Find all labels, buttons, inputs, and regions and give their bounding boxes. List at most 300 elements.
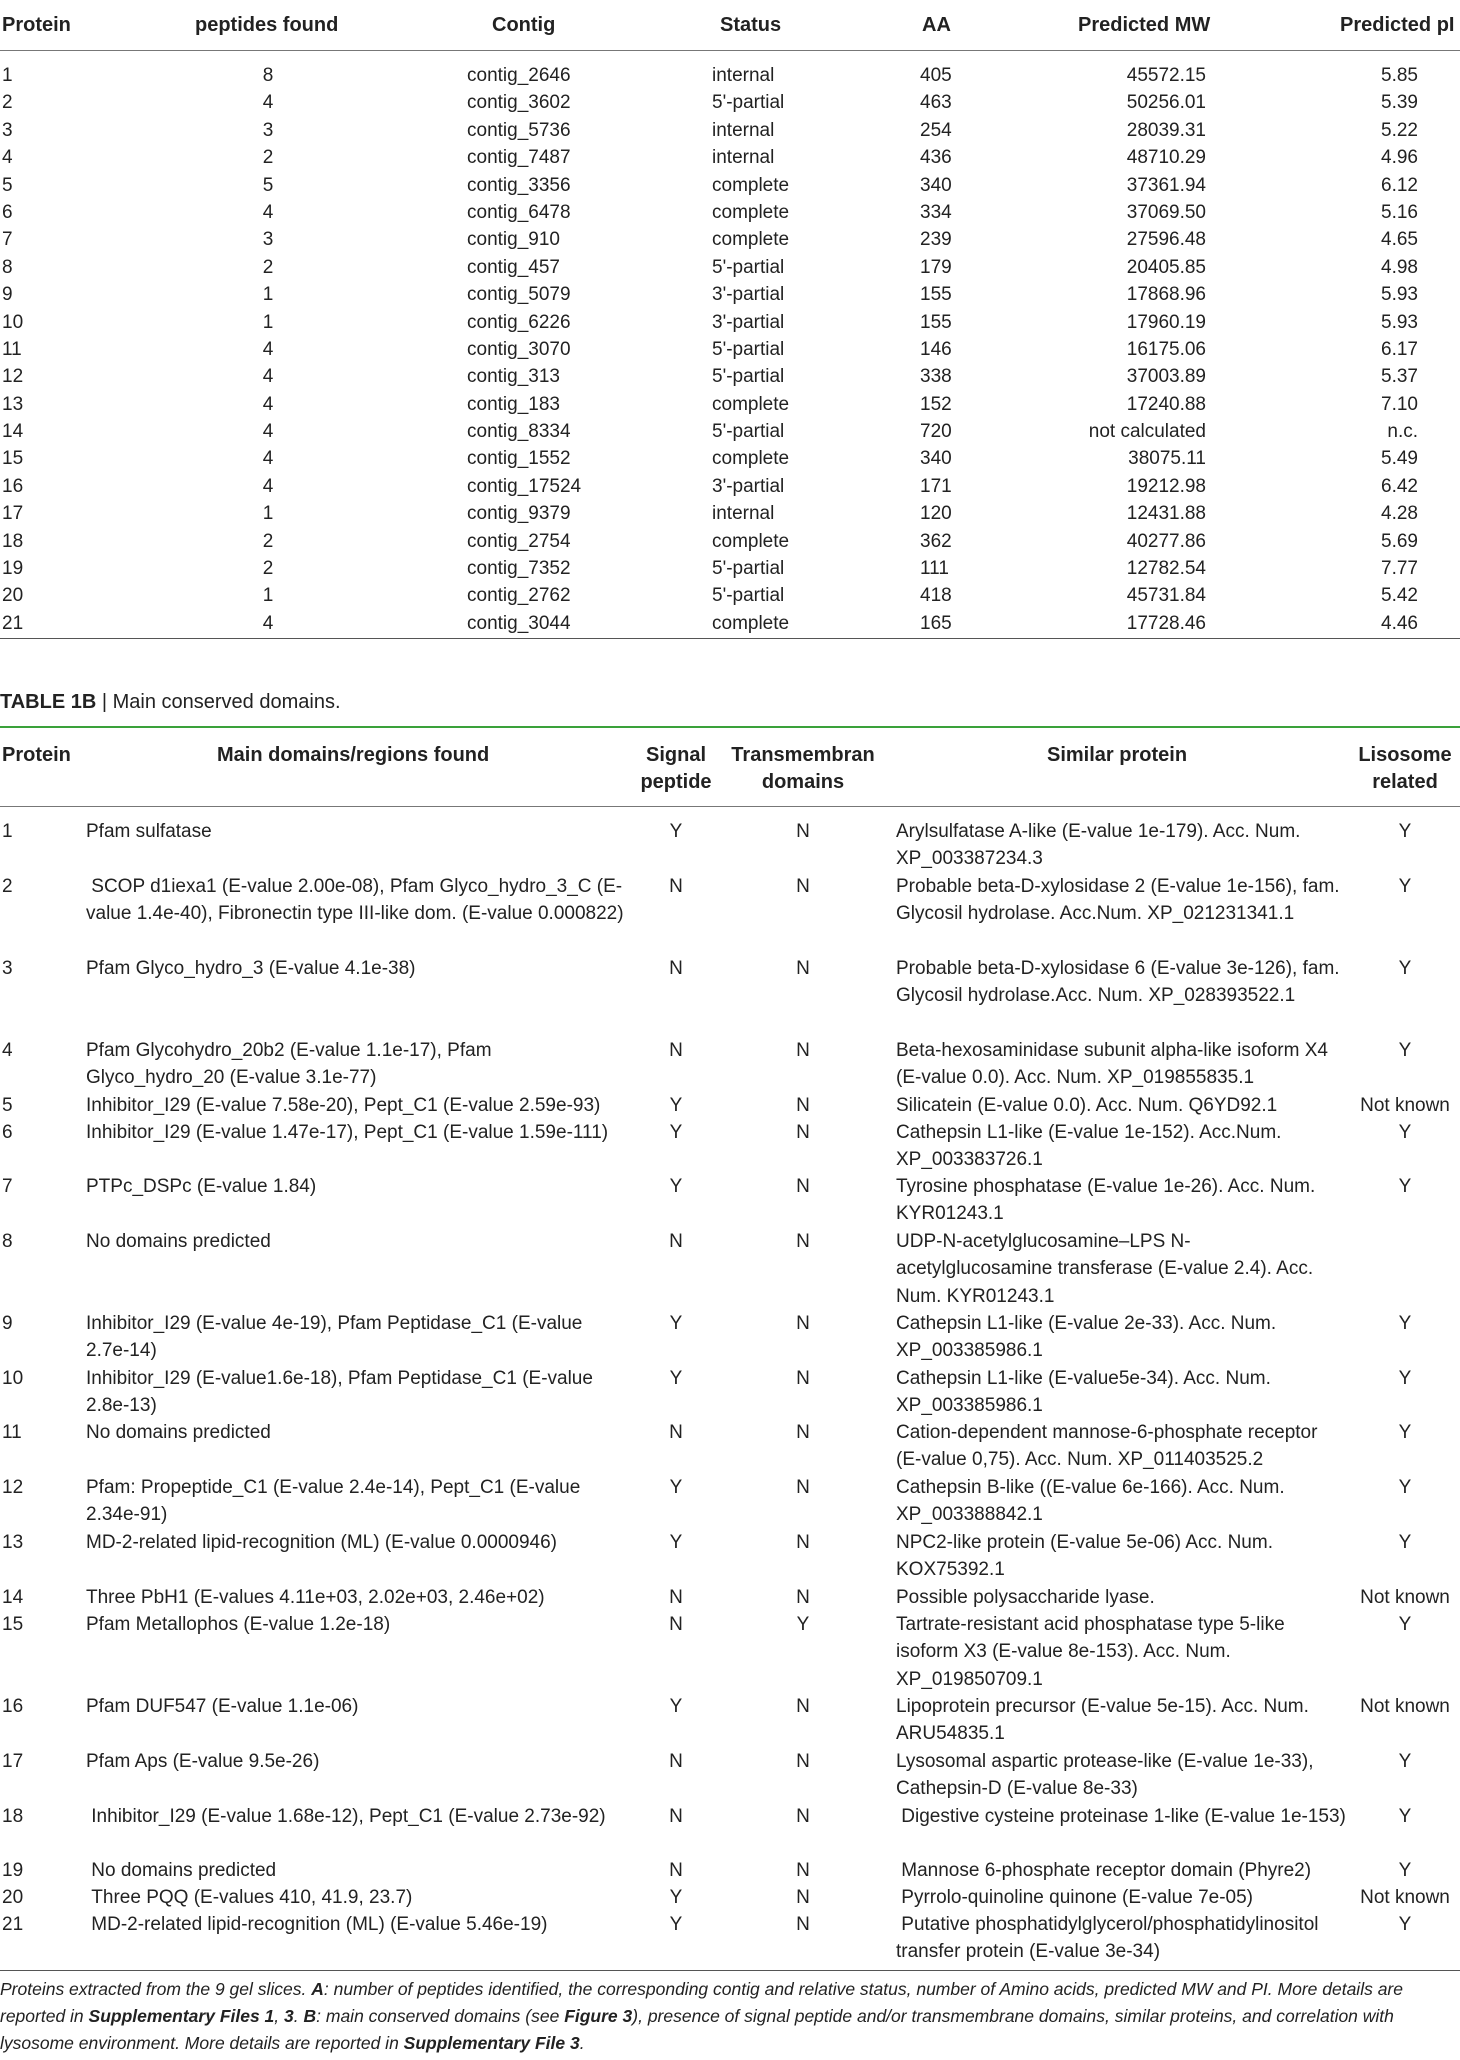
cell-peptides: 4 [262, 612, 274, 634]
cell-protein: 9 [2, 284, 13, 306]
table-b-header-rule [0, 806, 1460, 807]
cell-protein: 7 [2, 1176, 13, 1197]
cell-pi: 4.28 [1381, 503, 1418, 525]
cell-similar-protein: Cation-dependent mannose-6-phosphate receptor (E-value 0,75). Acc. Num. XP_011403525.2 [896, 1422, 1323, 1471]
cell-protein: 16 [2, 1696, 24, 1717]
col-header-protein-b: Protein [2, 744, 71, 766]
cell-transmembrane: N [796, 821, 810, 842]
cell-contig: contig_6226 [467, 311, 571, 333]
cell-signal-peptide: N [669, 1751, 683, 1772]
cell-status: 5'-partial [712, 256, 785, 278]
cell-transmembrane: N [796, 1806, 810, 1827]
cell-protein: 2 [2, 876, 13, 897]
cell-protein: 9 [2, 1313, 13, 1334]
cell-pi: 5.37 [1381, 366, 1418, 388]
table-a-row [0, 528, 1460, 555]
cell-aa: 155 [920, 311, 952, 333]
cell-domains: No domains predicted [86, 1860, 277, 1881]
cell-protein: 10 [2, 1368, 24, 1389]
cell-aa: 152 [920, 393, 952, 415]
cell-aa: 340 [920, 174, 952, 196]
cell-protein: 19 [2, 1860, 24, 1881]
cell-contig: contig_5079 [467, 284, 571, 306]
cell-pi: 5.85 [1381, 65, 1418, 86]
cell-domains: No domains predicted [86, 1231, 271, 1252]
cell-lysosome-related: Y [1398, 1532, 1412, 1553]
cell-transmembrane: N [796, 958, 810, 979]
cell-peptides: 1 [262, 284, 274, 306]
cell-signal-peptide: N [669, 1806, 683, 1827]
table-a-body [0, 62, 1460, 637]
cell-protein: 15 [2, 1614, 24, 1635]
cell-protein: 21 [2, 1914, 24, 1935]
table-b-label: TABLE 1B [0, 691, 97, 713]
cell-similar-protein: Tartrate-resistant acid phosphatase type 5-like isoform X3 (E-value 8e-153). Acc. Num. XP_019850709.1 [896, 1614, 1290, 1690]
cell-transmembrane: N [796, 1368, 810, 1389]
cell-protein: 18 [2, 1806, 24, 1827]
cell-contig: contig_313 [467, 366, 560, 388]
cell-aa: 405 [920, 65, 952, 86]
cell-transmembrane: N [796, 1095, 810, 1116]
cell-mw: 17728.46 [1126, 612, 1206, 634]
cell-mw: 48710.29 [1126, 147, 1206, 169]
cell-pi: 5.49 [1381, 448, 1418, 470]
footnote-supp-link[interactable]: 3 [284, 2006, 294, 2026]
footnote-text: : main conserved domains (see [316, 2006, 565, 2026]
cell-transmembrane: N [796, 1887, 810, 1908]
cell-peptides: 4 [262, 421, 274, 443]
cell-mw: 45572.15 [1126, 65, 1206, 86]
cell-contig: contig_8334 [467, 421, 571, 443]
cell-protein: 17 [2, 1751, 24, 1772]
cell-lysosome-related: Not known [1360, 1887, 1450, 1908]
cell-lysosome-related: Y [1398, 1122, 1412, 1143]
cell-protein: 12 [2, 366, 24, 388]
cell-protein: 19 [2, 558, 24, 580]
cell-similar-protein: Pyrrolo-quinoline quinone (E-value 7e-05) [896, 1887, 1253, 1908]
cell-mw: 27596.48 [1126, 229, 1206, 251]
cell-signal-peptide: Y [669, 1477, 683, 1498]
cell-lysosome-related: Y [1398, 1422, 1412, 1443]
cell-status: complete [712, 201, 790, 223]
cell-mw: 19212.98 [1126, 475, 1206, 497]
cell-mw: 45731.84 [1126, 585, 1206, 607]
cell-mw: 12782.54 [1126, 558, 1206, 580]
cell-signal-peptide: Y [669, 1313, 683, 1334]
cell-status: 5'-partial [712, 338, 785, 360]
cell-pi: 5.69 [1381, 530, 1418, 552]
cell-signal-peptide: N [669, 1860, 683, 1881]
cell-mw: 20405.85 [1126, 256, 1206, 278]
footnote-text: ), presence of signal peptide and/or transmembrane domains, similar proteins, and correlation with lysosome environment. More details are reported in [0, 2006, 1394, 2053]
cell-protein: 6 [2, 201, 13, 223]
table-b-bottom-rule [0, 1970, 1460, 1971]
col-header-status: Status [720, 14, 782, 36]
cell-protein: 13 [2, 393, 24, 415]
cell-similar-protein: Cathepsin L1-like (E-value 1e-152). Acc.Num. XP_003383726.1 [896, 1122, 1287, 1171]
cell-pi: 4.65 [1381, 229, 1418, 251]
cell-domains: Pfam Metallophos (E-value 1.2e-18) [86, 1614, 391, 1635]
cell-aa: 436 [920, 147, 952, 169]
cell-protein: 12 [2, 1477, 24, 1498]
col-header-aa: AA [922, 14, 951, 36]
cell-signal-peptide: Y [669, 1122, 683, 1143]
cell-peptides: 4 [262, 393, 274, 415]
cell-signal-peptide: N [669, 1040, 683, 1061]
cell-peptides: 1 [262, 585, 274, 607]
cell-peptides: 2 [262, 558, 274, 580]
table-a-row [0, 117, 1460, 144]
footnote-text: , [274, 2006, 285, 2026]
cell-domains: Inhibitor_I29 (E-value 4e-19), Pfam Peptidase_C1 (E-value 2.7e-14) [86, 1313, 588, 1362]
cell-mw: not calculated [1088, 421, 1206, 443]
cell-pi: 5.42 [1381, 585, 1418, 607]
cell-domains: SCOP d1iexa1 (E-value 2.00e-08), Pfam Glyco_hydro_3_C (E-value 1.4e-40), Fibronectin type III-like dom. (E-value 0.000822) [86, 876, 624, 925]
cell-peptides: 8 [262, 65, 274, 86]
cell-protein: 20 [2, 585, 24, 607]
table-b-caption-sep: | [96, 691, 113, 713]
cell-aa: 418 [920, 585, 952, 607]
footnote-supp-link[interactable]: Supplementary File 3 [403, 2033, 580, 2053]
cell-transmembrane: N [796, 1422, 810, 1443]
cell-contig: contig_2762 [467, 585, 571, 607]
cell-protein: 8 [2, 256, 13, 278]
cell-contig: contig_3356 [467, 174, 571, 196]
cell-contig: contig_1552 [467, 448, 571, 470]
cell-similar-protein: Cathepsin B-like ((E-value 6e-166). Acc. Num. XP_003388842.1 [896, 1477, 1290, 1526]
cell-mw: 40277.86 [1126, 530, 1206, 552]
cell-protein: 20 [2, 1887, 24, 1908]
table-a-row [0, 254, 1460, 281]
table-a-row [0, 610, 1460, 637]
cell-pi: 4.46 [1381, 612, 1418, 634]
cell-aa: 362 [920, 530, 952, 552]
cell-mw: 50256.01 [1126, 92, 1206, 114]
cell-peptides: 2 [262, 147, 274, 169]
cell-lysosome-related: Y [1398, 1914, 1412, 1935]
cell-lysosome-related: Not known [1360, 1095, 1450, 1116]
cell-similar-protein: Putative phosphatidylglycerol/phosphatidylinositol transfer protein (E-value 3e-34) [896, 1914, 1324, 1963]
col-header-signal-line1: Signal [645, 744, 706, 766]
cell-domains: Pfam DUF547 (E-value 1.1e-06) [86, 1696, 359, 1717]
table-a-row [0, 309, 1460, 336]
table-a-row [0, 500, 1460, 527]
cell-pi: 5.39 [1381, 92, 1418, 114]
col-header-similar: Similar protein [1047, 744, 1188, 766]
cell-protein: 5 [2, 1095, 13, 1116]
cell-peptides: 1 [262, 503, 274, 525]
cell-peptides: 4 [262, 448, 274, 470]
cell-similar-protein: UDP-N-acetylglucosamine–LPS N-acetylglucosamine transferase (E-value 2.4). Acc. Num. KYR01243.1 [896, 1231, 1319, 1307]
cell-aa: 165 [920, 612, 952, 634]
cell-aa: 239 [920, 229, 952, 251]
cell-domains: Pfam: Propeptide_C1 (E-value 2.4e-14), Pept_C1 (E-value 2.34e-91) [86, 1477, 586, 1526]
cell-aa: 334 [920, 201, 952, 223]
cell-protein: 17 [2, 503, 24, 525]
cell-protein: 15 [2, 448, 24, 470]
cell-domains: PTPc_DSPc (E-value 1.84) [86, 1176, 317, 1197]
cell-pi: 6.42 [1381, 475, 1418, 497]
cell-lysosome-related: Y [1398, 821, 1412, 842]
cell-status: 3'-partial [712, 475, 785, 497]
cell-similar-protein: Silicatein (E-value 0.0). Acc. Num. Q6YD92.1 [896, 1095, 1278, 1116]
table-a-row [0, 473, 1460, 500]
cell-protein: 11 [2, 338, 22, 360]
cell-similar-protein: Beta-hexosaminidase subunit alpha-like isoform X4 (E-value 0.0). Acc. Num. XP_019855835.1 [896, 1040, 1334, 1089]
cell-status: 5'-partial [712, 366, 785, 388]
cell-mw: 17868.96 [1126, 284, 1206, 306]
table-footnote [0, 1976, 1455, 2057]
cell-lysosome-related: Y [1398, 876, 1412, 897]
table-a-row [0, 582, 1460, 609]
cell-signal-peptide: Y [669, 821, 683, 842]
cell-signal-peptide: N [669, 958, 683, 979]
cell-peptides: 1 [262, 311, 274, 333]
table-a-header-rule [0, 50, 1460, 51]
cell-peptides: 4 [262, 201, 274, 223]
cell-contig: contig_17524 [467, 475, 582, 497]
cell-lysosome-related: Y [1398, 1751, 1412, 1772]
cell-lysosome-related: Not known [1360, 1696, 1450, 1717]
cell-domains: MD-2-related lipid-recognition (ML) (E-value 0.0000946) [86, 1532, 557, 1553]
cell-similar-protein: Cathepsin L1-like (E-value5e-34). Acc. Num. XP_003385986.1 [896, 1368, 1277, 1417]
cell-lysosome-related: Y [1398, 1368, 1412, 1389]
cell-protein: 11 [2, 1422, 22, 1443]
cell-mw: 37361.94 [1126, 174, 1206, 196]
cell-domains: Pfam Glyco_hydro_3 (E-value 4.1e-38) [86, 958, 416, 979]
col-header-tm-line2: domains [761, 771, 845, 793]
cell-aa: 720 [920, 421, 952, 443]
cell-protein: 14 [2, 421, 24, 443]
cell-protein: 5 [2, 174, 13, 196]
cell-domains: Inhibitor_I29 (E-value 1.47e-17), Pept_C1 (E-value 1.59e-111) [86, 1122, 609, 1143]
cell-protein: 10 [2, 311, 24, 333]
cell-aa: 340 [920, 448, 952, 470]
table-b-caption [0, 691, 341, 714]
cell-transmembrane: Y [796, 1614, 810, 1635]
cell-status: 3'-partial [712, 284, 785, 306]
cell-lysosome-related: Not known [1360, 1587, 1450, 1608]
cell-similar-protein: Mannose 6-phosphate receptor domain (Phyre2) [896, 1860, 1312, 1881]
cell-aa: 120 [920, 503, 952, 525]
col-header-signal-line2: peptide [640, 771, 712, 793]
col-header-lys-line1: Lisosome [1358, 744, 1452, 766]
cell-signal-peptide: N [669, 1614, 683, 1635]
cell-protein: 8 [2, 1231, 13, 1252]
cell-similar-protein: Probable beta-D-xylosidase 6 (E-value 3e-126), fam. Glycosil hydrolase.Acc. Num. XP_028393522.1 [896, 958, 1345, 1007]
cell-contig: contig_7487 [467, 147, 571, 169]
cell-signal-peptide: Y [669, 1914, 683, 1935]
cell-status: 5'-partial [712, 585, 785, 607]
footnote-b-label: B [303, 2006, 317, 2026]
cell-pi: 6.12 [1381, 174, 1418, 196]
cell-lysosome-related: Y [1398, 1040, 1412, 1061]
cell-mw: 37069.50 [1126, 201, 1206, 223]
cell-signal-peptide: Y [669, 1696, 683, 1717]
table-a-row [0, 336, 1460, 363]
cell-lysosome-related: Y [1398, 1614, 1412, 1635]
cell-domains: MD-2-related lipid-recognition (ML) (E-value 5.46e-19) [86, 1914, 548, 1935]
cell-peptides: 4 [262, 92, 274, 114]
table-a-row [0, 281, 1460, 308]
col-header-tm-line1: Transmembran [731, 744, 875, 766]
cell-contig: contig_5736 [467, 119, 571, 141]
cell-status: complete [712, 448, 790, 470]
cell-pi: n.c. [1387, 421, 1418, 443]
col-header-pi: Predicted pI [1340, 14, 1455, 36]
cell-contig: contig_3070 [467, 338, 571, 360]
cell-aa: 146 [920, 338, 952, 360]
cell-aa: 338 [920, 366, 952, 388]
table-a-row [0, 199, 1460, 226]
cell-contig: contig_2646 [467, 65, 571, 86]
cell-transmembrane: N [796, 1914, 810, 1935]
cell-domains: Three PQQ (E-values 410, 41.9, 23.7) [86, 1887, 413, 1908]
cell-lysosome-related: Y [1398, 1806, 1412, 1827]
cell-protein: 14 [2, 1587, 24, 1608]
cell-transmembrane: N [796, 1532, 810, 1553]
cell-aa: 111 [920, 558, 949, 580]
cell-contig: contig_6478 [467, 201, 571, 223]
cell-pi: 7.10 [1381, 393, 1418, 415]
cell-pi: 5.22 [1381, 119, 1418, 141]
cell-signal-peptide: N [669, 1422, 683, 1443]
cell-lysosome-related: Y [1398, 1313, 1412, 1334]
cell-protein: 7 [2, 229, 13, 251]
cell-contig: contig_457 [467, 256, 560, 278]
table-b-top-rule [0, 726, 1460, 728]
cell-signal-peptide: Y [669, 1176, 683, 1197]
cell-similar-protein: Digestive cysteine proteinase 1-like (E-value 1e-153) [896, 1806, 1346, 1827]
cell-aa: 155 [920, 284, 952, 306]
cell-status: complete [712, 229, 790, 251]
col-header-lys-line2: related [1372, 771, 1438, 793]
table-a-bottom-rule [0, 638, 1460, 639]
col-header-transmembrane [728, 742, 878, 796]
cell-contig: contig_910 [467, 229, 560, 251]
cell-similar-protein: NPC2-like protein (E-value 5e-06) Acc. Num. KOX75392.1 [896, 1532, 1279, 1581]
footnote-figure-link[interactable]: Figure 3 [564, 2006, 633, 2026]
cell-peptides: 3 [262, 119, 274, 141]
footnote-text: Proteins extracted from the 9 gel slices. [0, 1979, 312, 1999]
cell-status: internal [712, 503, 775, 525]
table-a-row [0, 144, 1460, 171]
cell-transmembrane: N [796, 1122, 810, 1143]
table-b-header [0, 732, 1460, 804]
cell-mw: 37003.89 [1126, 366, 1206, 388]
cell-lysosome-related: Y [1398, 1860, 1412, 1881]
cell-contig: contig_7352 [467, 558, 571, 580]
cell-pi: 6.17 [1381, 338, 1418, 360]
cell-contig: contig_183 [467, 393, 560, 415]
cell-contig: contig_2754 [467, 530, 571, 552]
cell-aa: 254 [920, 119, 952, 141]
cell-domains: Inhibitor_I29 (E-value 1.68e-12), Pept_C1 (E-value 2.73e-92) [86, 1806, 606, 1827]
cell-status: 5'-partial [712, 421, 785, 443]
cell-status: 3'-partial [712, 311, 785, 333]
cell-status: 5'-partial [712, 92, 785, 114]
cell-status: complete [712, 612, 790, 634]
cell-status: complete [712, 174, 790, 196]
cell-protein: 3 [2, 119, 13, 141]
cell-pi: 7.77 [1381, 558, 1418, 580]
footnote-a-label: A [311, 1979, 324, 1999]
cell-transmembrane: N [796, 876, 810, 897]
table-b-caption-text: Main conserved domains. [112, 691, 341, 713]
cell-aa: 179 [920, 256, 952, 278]
cell-status: internal [712, 65, 775, 86]
cell-signal-peptide: N [669, 876, 683, 897]
cell-domains: No domains predicted [86, 1422, 271, 1443]
cell-transmembrane: N [796, 1860, 810, 1881]
cell-aa: 463 [920, 92, 952, 114]
table-a-row [0, 391, 1460, 418]
cell-peptides: 3 [262, 229, 274, 251]
col-header-peptides: peptides found [195, 14, 339, 36]
cell-similar-protein: Possible polysaccharide lyase. [896, 1587, 1155, 1608]
cell-status: 5'-partial [712, 558, 785, 580]
cell-mw: 28039.31 [1126, 119, 1206, 141]
cell-transmembrane: N [796, 1231, 810, 1252]
cell-similar-protein: Probable beta-D-xylosidase 2 (E-value 1e-156), fam. Glycosil hydrolase. Acc.Num. XP_021231341.1 [896, 876, 1345, 925]
cell-peptides: 4 [262, 475, 274, 497]
table-a-row [0, 172, 1460, 199]
cell-status: internal [712, 119, 775, 141]
table-a-row [0, 418, 1460, 445]
cell-mw: 17960.19 [1126, 311, 1206, 333]
cell-domains: Inhibitor_I29 (E-value 7.58e-20), Pept_C1 (E-value 2.59e-93) [86, 1095, 601, 1116]
cell-signal-peptide: Y [669, 1368, 683, 1389]
cell-protein: 1 [2, 65, 13, 86]
cell-pi: 4.98 [1381, 256, 1418, 278]
cell-peptides: 4 [262, 366, 274, 388]
cell-contig: contig_3602 [467, 92, 571, 114]
col-header-protein: Protein [2, 14, 71, 36]
footnote-text: . [293, 2006, 304, 2026]
cell-status: complete [712, 530, 790, 552]
cell-domains: Pfam sulfatase [86, 821, 212, 842]
col-header-mw: Predicted MW [1078, 14, 1211, 36]
col-header-domains: Main domains/regions found [217, 744, 490, 766]
cell-signal-peptide: N [669, 1587, 683, 1608]
cell-domains: Inhibitor_I29 (E-value1.6e-18), Pfam Peptidase_C1 (E-value 2.8e-13) [86, 1368, 599, 1417]
col-header-lysosome [1355, 742, 1455, 796]
cell-contig: contig_9379 [467, 503, 571, 525]
cell-protein: 21 [2, 612, 24, 634]
cell-protein: 6 [2, 1122, 13, 1143]
cell-similar-protein: Lysosomal aspartic protease-like (E-value 1e-33), Cathepsin-D (E-value 8e-33) [896, 1751, 1319, 1800]
cell-aa: 171 [920, 475, 952, 497]
cell-signal-peptide: Y [669, 1095, 683, 1116]
table-a-row [0, 89, 1460, 116]
cell-mw: 16175.06 [1126, 338, 1206, 360]
cell-domains: Pfam Glycohydro_20b2 (E-value 1.1e-17), Pfam Glyco_hydro_20 (E-value 3.1e-77) [86, 1040, 497, 1089]
footnote-supp-link[interactable]: Supplementary Files 1 [88, 2006, 275, 2026]
cell-similar-protein: Cathepsin L1-like (E-value 2e-33). Acc. Num. XP_003385986.1 [896, 1313, 1282, 1362]
cell-pi: 5.93 [1381, 284, 1418, 306]
cell-peptides: 4 [262, 338, 274, 360]
cell-protein: 13 [2, 1532, 24, 1553]
cell-similar-protein: Tyrosine phosphatase (E-value 1e-26). Acc. Num. KYR01243.1 [896, 1176, 1321, 1225]
cell-mw: 12431.88 [1126, 503, 1206, 525]
cell-protein: 4 [2, 147, 13, 169]
cell-transmembrane: N [796, 1040, 810, 1061]
cell-transmembrane: N [796, 1477, 810, 1498]
table-a-header [0, 0, 1460, 52]
cell-domains: Three PbH1 (E-values 4.11e+03, 2.02e+03, 2.46e+02) [86, 1587, 545, 1608]
cell-mw: 38075.11 [1128, 448, 1206, 470]
cell-transmembrane: N [796, 1751, 810, 1772]
